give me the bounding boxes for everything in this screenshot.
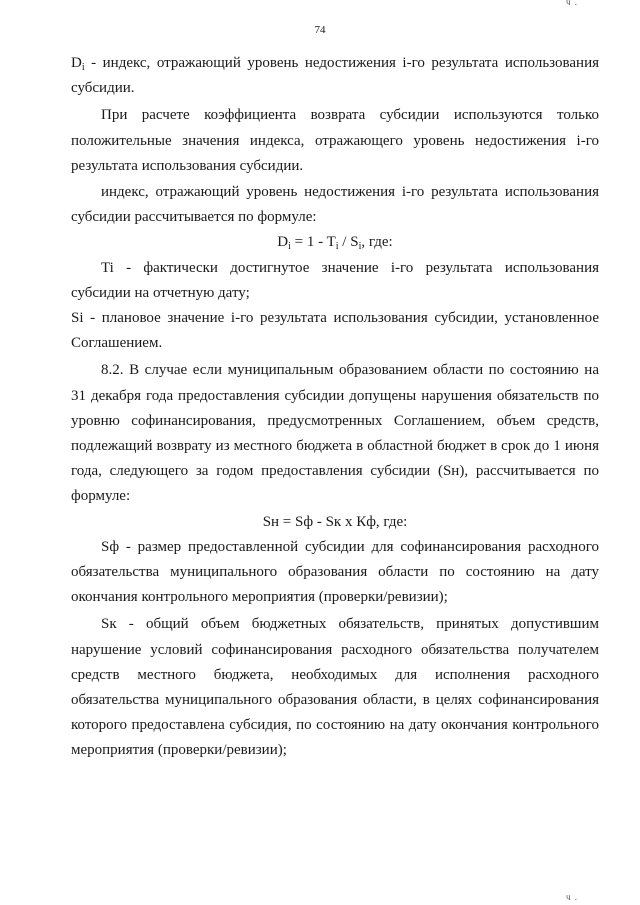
- formula-d-subscript: i: [288, 241, 291, 253]
- formula-sn: Sн = Sф - Sк х Кф, где:: [262, 513, 408, 530]
- formula-slash: / S: [338, 234, 359, 251]
- corner-scan-mark-bottom: ч .: [566, 892, 579, 902]
- document-body: [71, 51, 599, 764]
- formula-d: D: [277, 234, 289, 251]
- paragraph-sk-definition: Sк - общий объем бюджетных обязательств, принятых допустившим нарушение условий софинансирования расходного обязательства получателем средств местного бюджета, необходимых для исполнения расходного обязательства муниципального образования области, в целях софинансирования которого предоставлена субсидия, по состоянию на дату окончания контрольного мероприятия (проверки/ревизии);: [71, 616, 599, 759]
- paragraph-formula-intro: индекс, отражающий уровень недостижения i-го результата использования субсидии рассчитывается по формуле:: [71, 184, 599, 226]
- index-subscript: i: [81, 62, 85, 73]
- paragraph-si-definition: Si - плановое значение i-го результата использования субсидии, установленное Соглашением.: [71, 310, 599, 352]
- paragraph-ti-definition: Ti - фактически достигнутое значение i-го результата использования субсидии на отчетную дату;: [71, 259, 599, 301]
- paragraph-section-8-2: 8.2. В случае если муниципальным образованием области по состоянию на 31 декабря года предоставления субсидии допущены нарушения обязательств по уровню софинансирования, предусмотренных Соглашением, объем средств, подлежащий возврату из местного бюджета в областной бюджет в срок до 1 июня года, следующего за годом предоставления субсидии (Sн), рассчитывается по формуле:: [71, 362, 599, 505]
- formula-middle: = 1 - T: [290, 234, 336, 251]
- paragraph-coefficient-note: При расчете коэффициента возврата субсидии используются только положительные значения индекса, отражающего уровень недостижения i-го результата использования субсидии.: [71, 107, 599, 174]
- formula-tail: , где:: [361, 234, 393, 251]
- corner-scan-mark: ч .: [566, 0, 579, 7]
- paragraph-sf-definition: Sф - размер предоставленной субсидии для софинансирования расходного обязательства муниципального образования области по состоянию на дату окончания контрольного мероприятия (проверки/ревизии);: [71, 538, 599, 606]
- index-symbol: D: [71, 55, 82, 71]
- paragraph-index-definition: [71, 51, 599, 101]
- paragraph-text: - индекс, отражающий уровень недостижения i-го результата использования субсидии.: [71, 55, 599, 97]
- formula-index: [71, 230, 599, 255]
- formula-t-subscript: i: [335, 241, 339, 253]
- formula-s-subscript: i: [358, 241, 362, 253]
- page-number: 74: [314, 24, 326, 36]
